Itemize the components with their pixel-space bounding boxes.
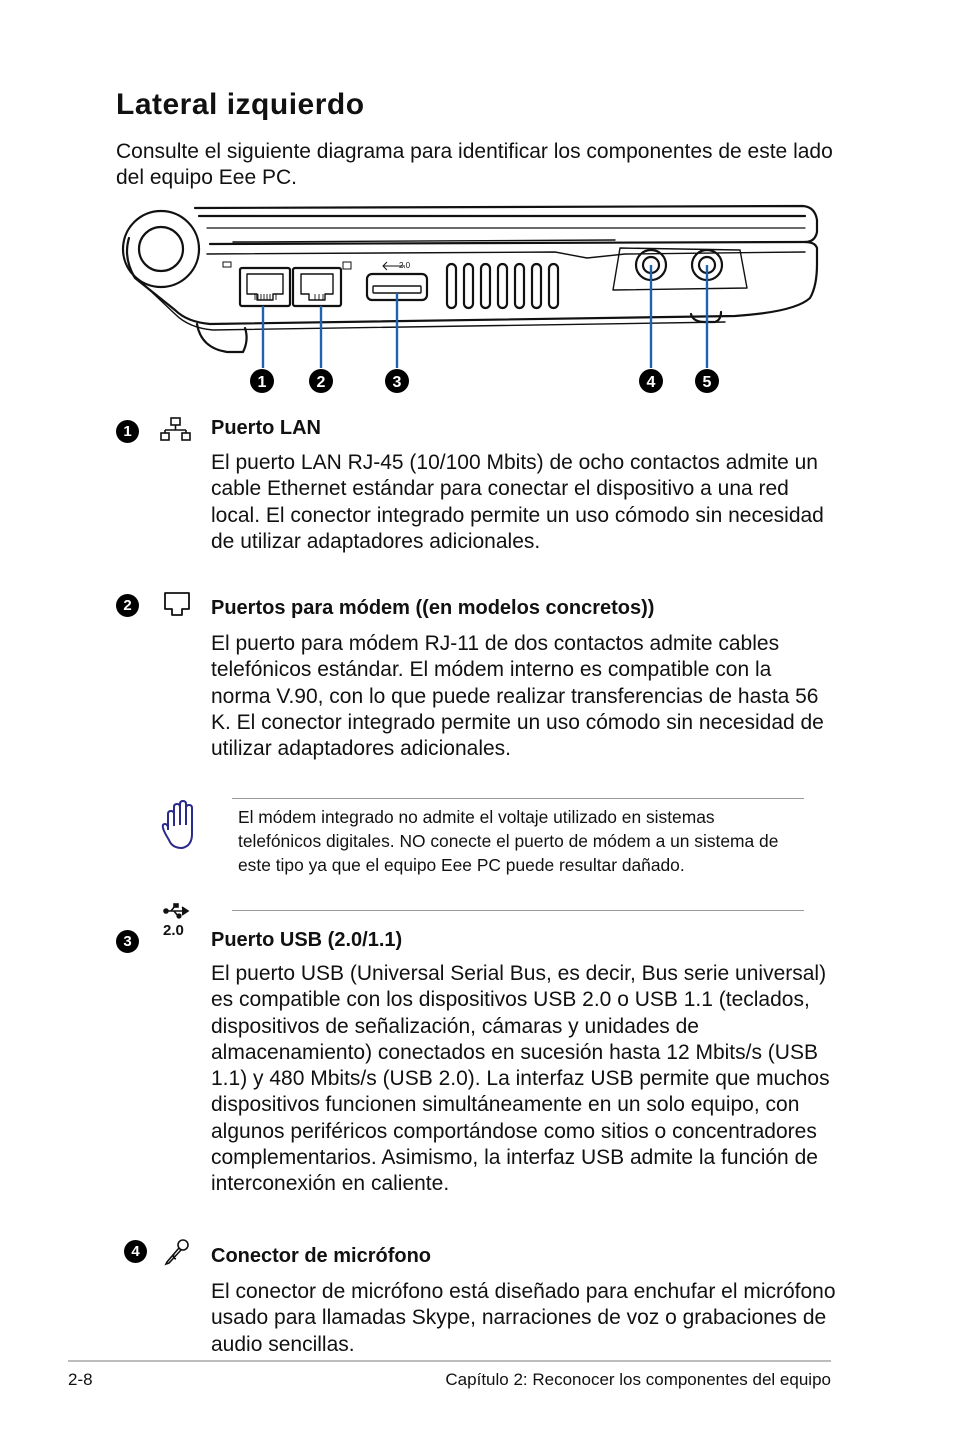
section-body-lan: El puerto LAN RJ-45 (10/100 Mbits) de ocho contactos admite un cable Ethernet estándar para conectar el dispositivo a una red local. El conector integrado permite un uso cómodo sin necesidad de utilizar adaptadores adicionales. (211, 451, 824, 553)
diagram-callout-3: 3 (392, 374, 402, 391)
footer-page-number: 2-8 (68, 1370, 93, 1389)
section-heading-lan: Puerto LAN (211, 417, 321, 439)
note-text: El módem integrado no admite el voltaje utilizado en sistemas telefónicos digitales. NO conecte el puerto de módem a un sistema de este tipo ya que el equipo Eee PC puede resultar dañado. (238, 807, 779, 875)
section-heading-modem: Puertos para módem ((en modelos concretos)) (211, 597, 655, 619)
section-heading-usb: Puerto USB (2.0/1.1) (211, 929, 403, 951)
laptop-left-side-diagram (115, 198, 825, 403)
usb-icon (162, 902, 192, 920)
warning-hand-icon (160, 800, 202, 852)
diagram-usb-label: 2.0 (399, 261, 411, 270)
diagram-callout-1: 1 (257, 374, 267, 391)
diagram-callout-4: 4 (646, 374, 656, 391)
diagram-callout-2: 2 (316, 374, 326, 391)
lan-icon (160, 416, 192, 442)
page-title: Lateral izquierdo (116, 88, 365, 121)
section-body-usb: El puerto USB (Universal Serial Bus, es decir, Bus serie universal) es compatible con los dispositivos USB 2.0 o USB 1.1 (teclados, dispositivos de señalización, cámaras y unidades de almacenamiento) conectados en sucesión hasta 12 Mbits/s (USB 1.1) y 480 Mbits/s (USB 2.0). La interfaz USB permite que muchos dispositivos funcionen simultáneamente en un solo equipo, con algunos periféricos comportándose como sitios o concentradores complementarios. Asimismo, la interfaz USB admite la función de interconexión en caliente. (211, 962, 830, 1196)
section-body-modem: El puerto para módem RJ-11 de dos contactos admite cables telefónicos estándar. El módem interno es compatible con la norma V.90, con lo que puede realizar transferencias de hasta 56 K. El conector integrado permite un uso cómodo sin necesidad de utilizar adaptadores adicionales. (211, 632, 824, 761)
note-bottom-rule (232, 910, 804, 911)
usb-icon-label: 2.0 (163, 922, 184, 939)
section-number-1: 1 (116, 420, 139, 443)
section-number-2: 2 (116, 594, 139, 617)
footer-chapter: Capítulo 2: Reconocer los componentes del equipo (445, 1370, 831, 1389)
footer-rule (68, 1360, 831, 1362)
microphone-icon (162, 1236, 192, 1266)
modem-icon (162, 590, 192, 618)
section-heading-microphone: Conector de micrófono (211, 1245, 432, 1267)
section-number-3: 3 (116, 930, 139, 953)
section-number-4: 4 (124, 1240, 147, 1263)
diagram-callout-5: 5 (702, 374, 712, 391)
note-top-rule (232, 798, 804, 799)
intro-paragraph: Consulte el siguiente diagrama para identificar los componentes de este lado del equipo Eee PC. (116, 140, 833, 189)
section-body-microphone: El conector de micrófono está diseñado para enchufar el micrófono usado para llamadas Skype, narraciones de voz o grabaciones de audio sencillas. (211, 1280, 836, 1356)
